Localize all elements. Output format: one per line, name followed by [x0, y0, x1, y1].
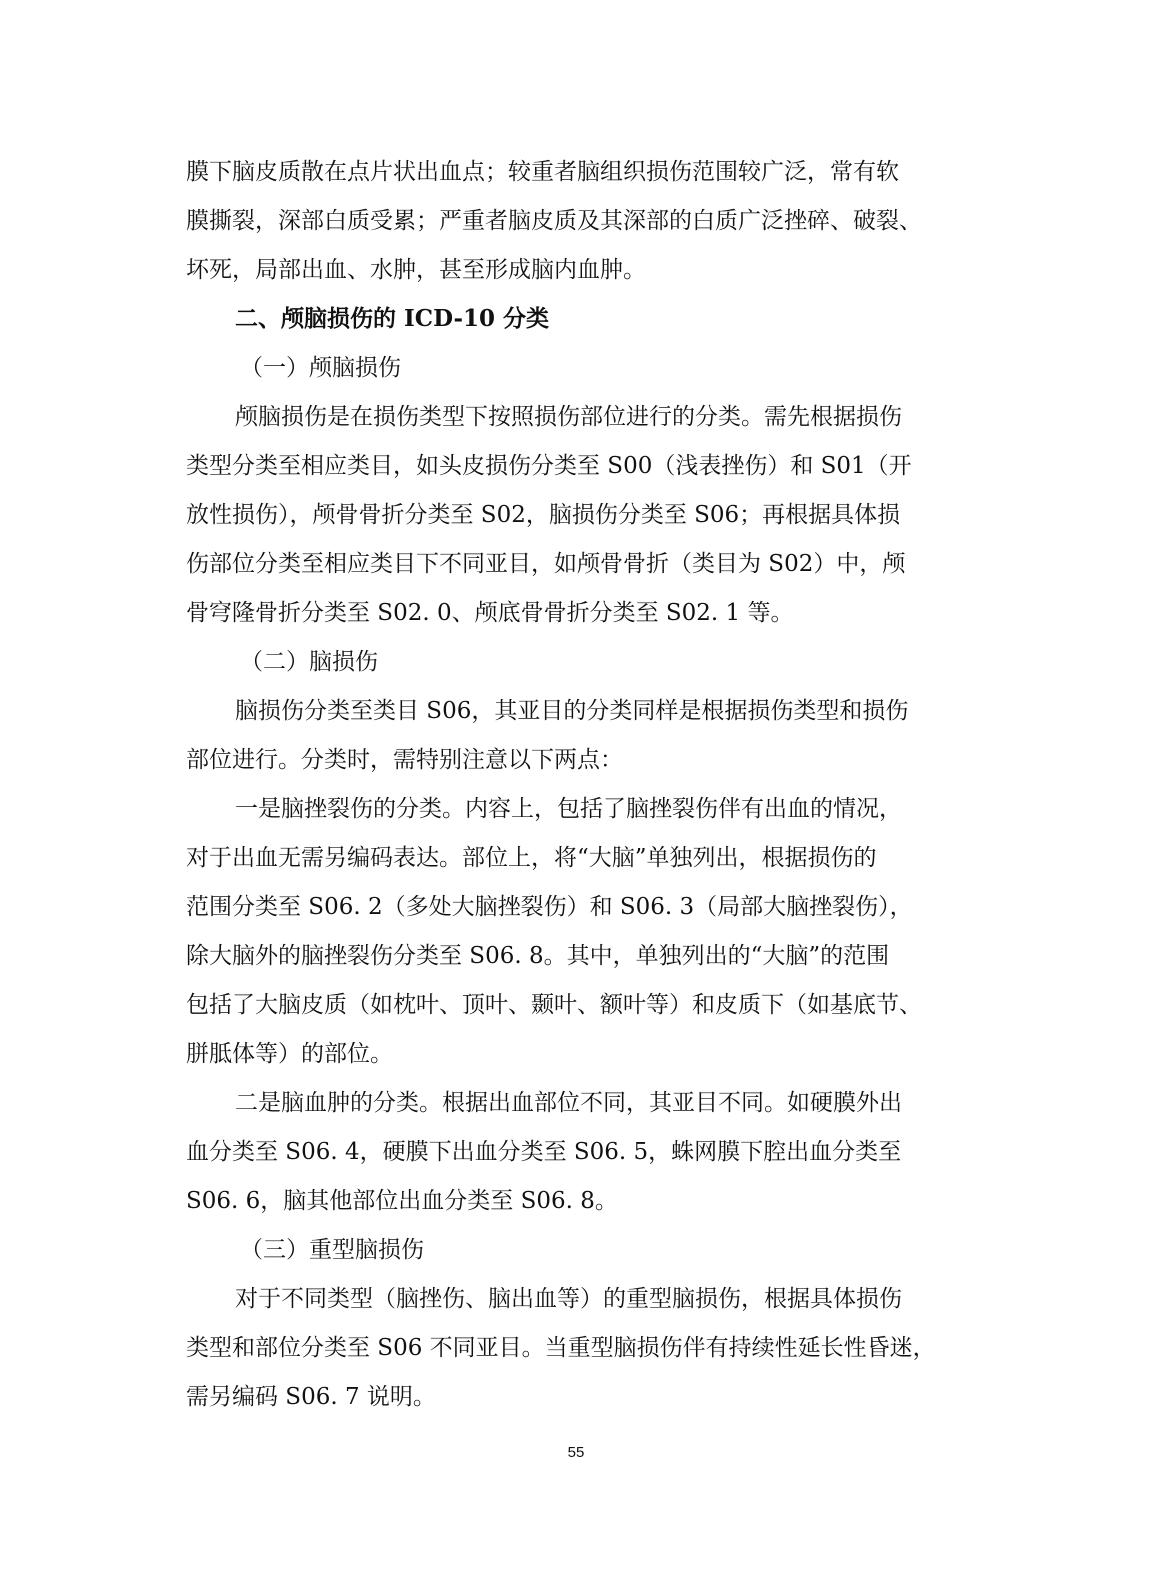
body-text-line: 骨穹隆骨折分类至 S02. 0、颅底骨骨折分类至 S02. 1 等。: [186, 600, 794, 626]
body-text-line: 颅脑损伤是在损伤类型下按照损伤部位进行的分类。需先根据损伤: [235, 404, 902, 430]
body-text-line: 类型和部位分类至 S06 不同亚目。当重型脑损伤伴有持续性延长性昏迷，: [186, 1335, 936, 1361]
body-text-line: 二是脑血肿的分类。根据出血部位不同，其亚目不同。如硬膜外出: [235, 1090, 902, 1116]
body-text-line: 范围分类至 S06. 2（多处大脑挫裂伤）和 S06. 3（局部大脑挫裂伤），: [186, 894, 913, 920]
body-text-line: 包括了大脑皮质（如枕叶、顶叶、颞叶、额叶等）和皮质下（如基底节、: [186, 992, 922, 1018]
section-heading: 二、颅脑损伤的 ICD-10 分类: [235, 305, 550, 332]
body-text-line: S06. 6，脑其他部位出血分类至 S06. 8。: [186, 1188, 618, 1214]
body-text-line: 放性损伤），颅骨骨折分类至 S02，脑损伤分类至 S06；再根据具体损: [186, 502, 901, 528]
page-number: 55: [567, 1444, 585, 1461]
body-text-line: 血分类至 S06. 4，硬膜下出血分类至 S06. 5，蛛网膜下腔出血分类至: [186, 1139, 902, 1165]
body-text-line: 除大脑外的脑挫裂伤分类至 S06. 8。其中，单独列出的“大脑”的范围: [186, 943, 890, 969]
subsection-heading: （一）颅脑损伤: [240, 355, 401, 381]
body-text-line: 膜撕裂，深部白质受累；严重者脑皮质及其深部的白质广泛挫碎、破裂、: [186, 208, 922, 234]
body-text-line: 膜下脑皮质散在点片状出血点；较重者脑组织损伤范围较广泛，常有软: [186, 159, 899, 185]
body-text-line: 伤部位分类至相应类目下不同亚目，如颅骨骨折（类目为 S02）中，颅: [186, 551, 906, 577]
subsection-heading: （三）重型脑损伤: [240, 1237, 424, 1263]
body-text-line: 对于出血无需另编码表达。部位上，将“大脑”单独列出，根据损伤的: [186, 845, 877, 871]
body-text-line: 脑损伤分类至类目 S06，其亚目的分类同样是根据损伤类型和损伤: [235, 698, 909, 724]
body-text-line: 一是脑挫裂伤的分类。内容上，包括了脑挫裂伤伴有出血的情况，: [235, 796, 902, 822]
subsection-heading: （二）脑损伤: [240, 649, 378, 675]
body-text-line: 对于不同类型（脑挫伤、脑出血等）的重型脑损伤，根据具体损伤: [235, 1286, 902, 1312]
body-text-line: 坏死，局部出血、水肿，甚至形成脑内血肿。: [186, 257, 646, 283]
body-text-line: 胼胝体等）的部位。: [186, 1041, 393, 1067]
body-text-line: 需另编码 S06. 7 说明。: [186, 1384, 436, 1410]
body-text-line: 类型分类至相应类目，如头皮损伤分类至 S00（浅表挫伤）和 S01（开: [186, 453, 912, 479]
body-text-line: 部位进行。分类时，需特别注意以下两点：: [186, 747, 623, 773]
